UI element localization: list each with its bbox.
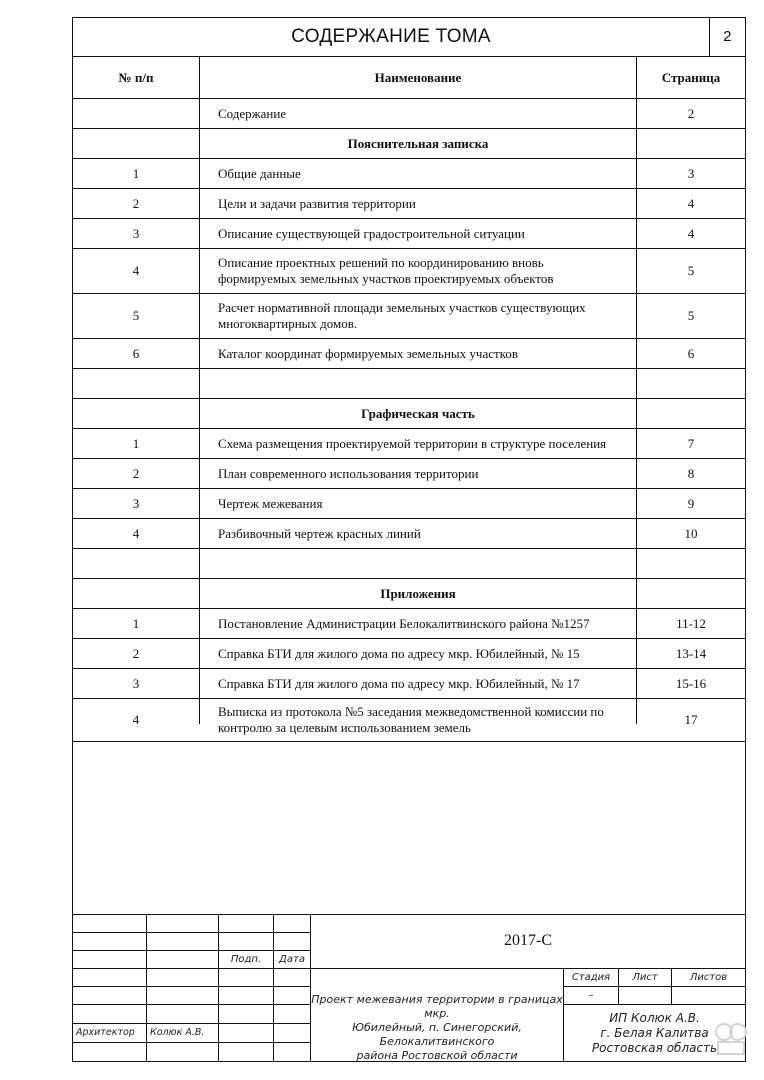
row-number: 4: [132, 712, 140, 727]
page-title: СОДЕРЖАНИЕ ТОМА: [291, 26, 491, 47]
stamp-label-stage: Стадия: [571, 971, 611, 983]
row-number: 2: [132, 465, 140, 481]
row-page: [637, 549, 745, 578]
row-number: 3: [132, 225, 140, 241]
row-title: Справка БТИ для жилого дома по адресу мкр. Юбилейный, № 15: [218, 645, 580, 661]
row-page: [637, 369, 745, 398]
stamp-label-date: Дата: [279, 953, 305, 965]
row-number: 6: [132, 345, 140, 361]
row-number: 4: [132, 263, 140, 278]
project-name: Проект межевания территории в границах мкр. Юбилейный, п. Синегорский, Белокалитвинского района Ростовской области: [311, 993, 563, 1062]
row-title-line: Описание проектных решений по координированию вновь: [218, 255, 544, 270]
stamp-person: Колюк А.В.: [150, 1027, 205, 1038]
row-title-line: Расчет нормативной площади земельных участков существующих: [218, 300, 586, 315]
row-number: [73, 99, 199, 128]
row-number: 3: [132, 675, 140, 691]
sheet-number: 2: [723, 28, 732, 45]
row-title-line: формируемых земельных участков проектируемых объектов: [218, 271, 554, 286]
row-title: Описание существующей градостроительной ситуации: [218, 225, 525, 241]
row-title: План современного использования территории: [218, 465, 479, 481]
row-title-line: многоквартирных домов.: [218, 316, 358, 331]
row-page: 13-14: [675, 645, 707, 661]
col-header-num: № п/п: [118, 69, 154, 85]
row-page: 11-12: [676, 615, 706, 631]
stamp-stage-value: –: [588, 989, 594, 1001]
row-title: [200, 549, 636, 578]
row-number: 1: [132, 435, 140, 451]
row-page: 6: [687, 345, 695, 361]
row-title: [200, 249, 636, 293]
row-page: 17: [684, 712, 698, 727]
row-title: Цели и задачи развития территории: [218, 195, 416, 211]
row-title: Справка БТИ для жилого дома по адресу мкр. Юбилейный, № 17: [218, 675, 580, 691]
row-page: 15-16: [675, 675, 707, 691]
section-heading: Приложения: [380, 585, 456, 601]
row-page: 2: [687, 105, 695, 121]
row-page: 10: [684, 525, 698, 541]
row-number: 2: [132, 645, 140, 661]
row-page: 7: [687, 435, 695, 451]
row-title: Каталог координат формируемых земельных участков: [218, 345, 518, 361]
row-title-line: Выписка из протокола №5 заседания межведомственной комиссии по: [218, 704, 604, 719]
stamp-label-signature: Подп.: [230, 953, 262, 965]
row-number: 5: [132, 308, 140, 323]
row-number: 1: [132, 165, 140, 181]
row-page: 8: [687, 465, 695, 481]
row-page: 9: [687, 495, 695, 511]
col-header-name: Наименование: [374, 69, 462, 85]
row-title: [200, 294, 636, 338]
row-title: Постановление Администрации Белокалитвинского района №1257: [218, 615, 590, 631]
section-heading: Пояснительная записка: [347, 135, 489, 151]
row-page: 5: [687, 263, 695, 278]
organization: ИП Колюк А.В. г. Белая Калитва Ростовская область: [591, 1011, 718, 1055]
row-number: 1: [132, 615, 140, 631]
watermark-logo: [712, 1018, 750, 1058]
row-title: [200, 699, 636, 741]
row-title: Общие данные: [218, 165, 301, 181]
row-title: Содержание: [218, 105, 287, 121]
row-number: [73, 549, 199, 578]
row-number: 3: [132, 495, 140, 511]
stamp-label-sheets: Листов: [689, 971, 728, 983]
stamp-role: Архитектор: [76, 1027, 135, 1038]
project-code: 2017-С: [504, 932, 552, 949]
row-number: 2: [132, 195, 140, 211]
section-heading: Графическая часть: [361, 405, 475, 421]
row-title: Разбивочный чертеж красных линий: [218, 525, 421, 541]
row-title-line: контролю за целевым использованием земель: [218, 720, 471, 735]
stamp-label-sheet: Лист: [632, 971, 658, 983]
row-title: [200, 369, 636, 398]
row-title: Схема размещения проектируемой территории в структуре поселения: [218, 435, 607, 451]
row-number: 4: [132, 525, 140, 541]
row-page: 4: [687, 195, 695, 211]
row-number: [73, 369, 199, 398]
col-header-page: Страница: [661, 69, 721, 85]
row-page: 4: [687, 225, 695, 241]
row-page: 3: [687, 165, 695, 181]
row-page: 5: [687, 308, 695, 323]
row-title: Чертеж межевания: [218, 495, 323, 511]
